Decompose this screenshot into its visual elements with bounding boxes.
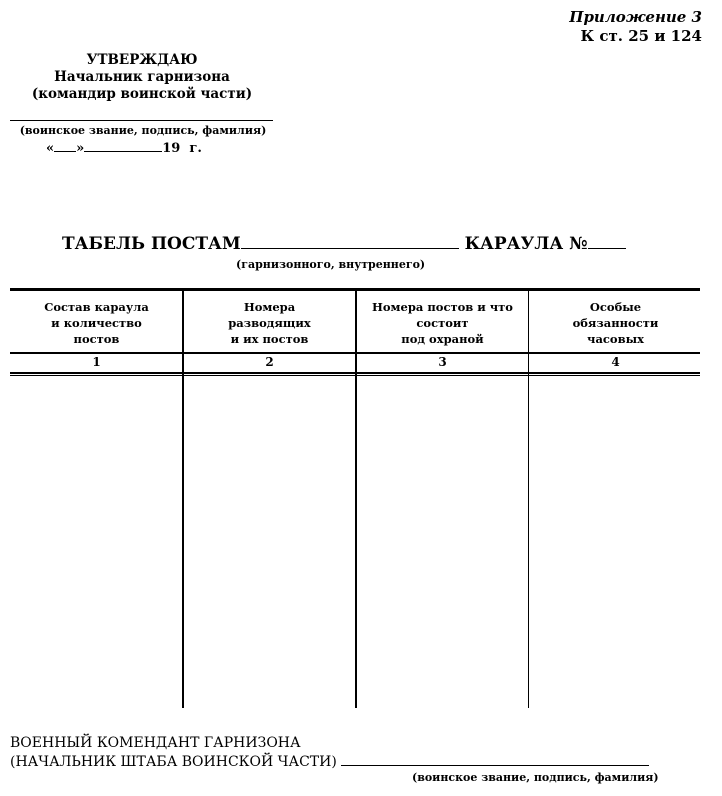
column-header-shift-leaders	[183, 299, 356, 347]
column-divider-3	[528, 288, 529, 708]
footer-line-2: (НАЧАЛЬНИК ШТАБА ВОИНСКОЙ ЧАСТИ)	[10, 754, 337, 770]
column-number-2: 2	[265, 355, 274, 369]
approval-position-alt: (командир воинской части)	[31, 86, 253, 102]
column-header-special-duties	[529, 299, 702, 347]
approval-position: Начальник гарнизона	[54, 69, 230, 85]
column-number-3: 3	[438, 355, 447, 369]
footer-signature-line[interactable]	[341, 764, 649, 766]
column-header-post-numbers	[356, 299, 529, 347]
header-line: под охраной	[401, 332, 484, 346]
form-title-suffix: КАРАУЛА №	[464, 234, 588, 254]
header-line: и их постов	[230, 332, 309, 346]
date-suffix: г.	[189, 141, 202, 156]
approval-signature-line[interactable]	[10, 120, 273, 121]
header-line: часовых	[587, 332, 644, 346]
header-line: разводящих	[228, 316, 311, 330]
header-line: постов	[73, 332, 120, 346]
footer-signatory	[10, 734, 649, 772]
date-open-quote: «	[46, 141, 55, 156]
appendix-article-ref: К ст. 25 и 124	[580, 27, 702, 45]
approval-block	[8, 52, 276, 103]
date-month-blank[interactable]	[84, 150, 162, 152]
guard-number-blank[interactable]	[588, 247, 626, 249]
header-line: Номера постов и что	[372, 300, 513, 314]
header-line: Особые	[589, 300, 642, 314]
footer-line-1: ВОЕННЫЙ КОМЕНДАНТ ГАРНИЗОНА	[10, 735, 301, 751]
header-line: и количество	[51, 316, 142, 330]
column-header-guard-composition	[10, 299, 183, 347]
footer-signature-caption: (воинское звание, подпись, фамилия)	[412, 771, 659, 784]
date-year: 19	[162, 141, 181, 156]
approval-date-line	[46, 141, 202, 156]
date-close-quote: »	[76, 141, 85, 156]
form-title	[62, 234, 626, 254]
column-number-1: 1	[92, 355, 101, 369]
approval-signature-caption: (воинское звание, подпись, фамилия)	[19, 124, 267, 137]
header-line: Номера	[243, 300, 296, 314]
guard-type-caption: (гарнизонного, внутреннего)	[236, 258, 426, 271]
approval-heading: УТВЕРЖДАЮ	[86, 52, 198, 68]
date-day-blank[interactable]	[54, 150, 76, 152]
appendix-title: Приложение 3	[569, 8, 702, 26]
header-line: состоит	[416, 316, 469, 330]
appendix-reference	[569, 8, 702, 46]
header-line: обязанности	[572, 316, 659, 330]
column-divider-1	[182, 288, 184, 708]
header-line: Состав караула	[44, 300, 149, 314]
form-title-prefix: ТАБЕЛЬ ПОСТАМ	[62, 234, 241, 254]
guard-type-blank[interactable]	[241, 247, 459, 249]
column-divider-2	[355, 288, 357, 708]
column-number-4: 4	[611, 355, 620, 369]
